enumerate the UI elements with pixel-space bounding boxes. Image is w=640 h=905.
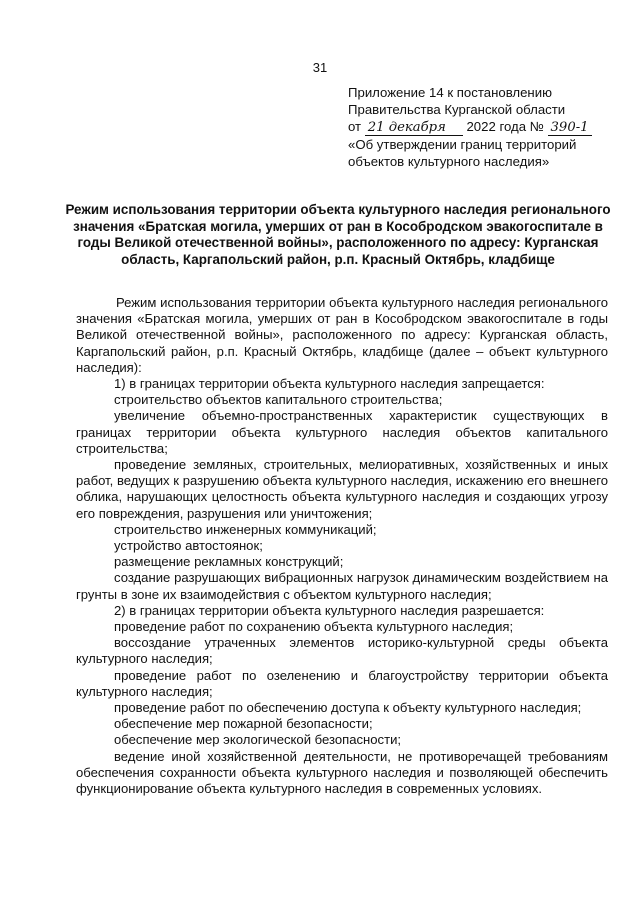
paragraph-permitted-heading: 2) в границах территории объекта культурного наследия разрешается: [114,602,545,618]
paragraph: проведение работ по озеленению и благоустройству территории объекта культурного наследия; [76,667,608,699]
paragraph: размещение рекламных конструкций; [114,554,344,570]
paragraph: проведение земляных, строительных, мелиоративных, хозяйственных и иных работ, ведущих к разрушению объекта культурного наследия, искажению его внешнего облика, нарушающих целостность объекта культурного наследия и создающих угрозу его повреждения, разрушения или уничтожения; [76,457,608,521]
document-body [76,295,608,797]
document-title: Режим использования территории объекта культурного наследия регионального значения «Братская могила, умерших от ран в Кособродском эвакогоспитале в годы Великой отечественной войны», расположенного по адресу: Курганская область, Каргапольский район, р.п. Красный Октябрь, кладбище [65,202,611,267]
paragraph: воссоздание утраченных элементов историко-культурной среды объекта культурного наследия; [76,635,608,667]
paragraph: проведение работ по обеспечению доступа к объекту культурного наследия; [114,700,582,716]
paragraph: проведение работ по сохранению объекта культурного наследия; [114,619,514,635]
number-label: № [529,119,544,134]
paragraph-prohibited-heading: 1) в границах территории объекта культурного наследия запрещается: [114,376,545,392]
appendix-line-4: «Об утверждении границ территорий [348,137,577,152]
handwritten-number: 390-1 [548,121,592,136]
appendix-block [348,84,618,170]
paragraph: строительство объектов капитального строительства; [114,392,443,408]
from-label: от [348,119,362,134]
paragraph: увеличение объемно-пространственных характеристик существующих в границах территории объекта культурного наследия объектов капитального строительства; [76,408,608,456]
appendix-date-line [348,118,618,136]
appendix-line-2: Правительства Курганской области [348,102,566,117]
paragraph: строительство инженерных коммуникаций; [114,521,377,537]
handwritten-date: 21 декабря [365,121,463,136]
page-number: 31 [312,60,328,75]
paragraph: создание разрушающих вибрационных нагрузок динамическим воздействием на грунты в зоне их взаимодействия с объектом культурного наследия; [76,570,608,602]
appendix-line-5: объектов культурного наследия» [348,154,550,169]
paragraph: устройство автостоянок; [114,538,263,554]
paragraph: обеспечение мер экологической безопасности; [114,732,402,748]
appendix-line-1: Приложение 14 к постановлению [348,85,552,100]
paragraph-intro: Режим использования территории объекта культурного наследия регионального значения «Братская могила, умерших от ран в Кособродском эвакогоспитале в годы Великой отечественной войны», расположенного по адресу: Курганская область, Каргапольский район, р.п. Красный Октябрь, кладбище (далее – объект культурного наследия): [76,295,608,375]
paragraph: ведение иной хозяйственной деятельности, не противоречащей требованиям обеспечения сохранности объекта культурного наследия и позволяющей обеспечить функционирование объекта культурного наследия в современных условиях. [76,748,608,797]
year-label: 2022 года [466,119,527,134]
paragraph: обеспечение мер пожарной безопасности; [114,716,373,732]
